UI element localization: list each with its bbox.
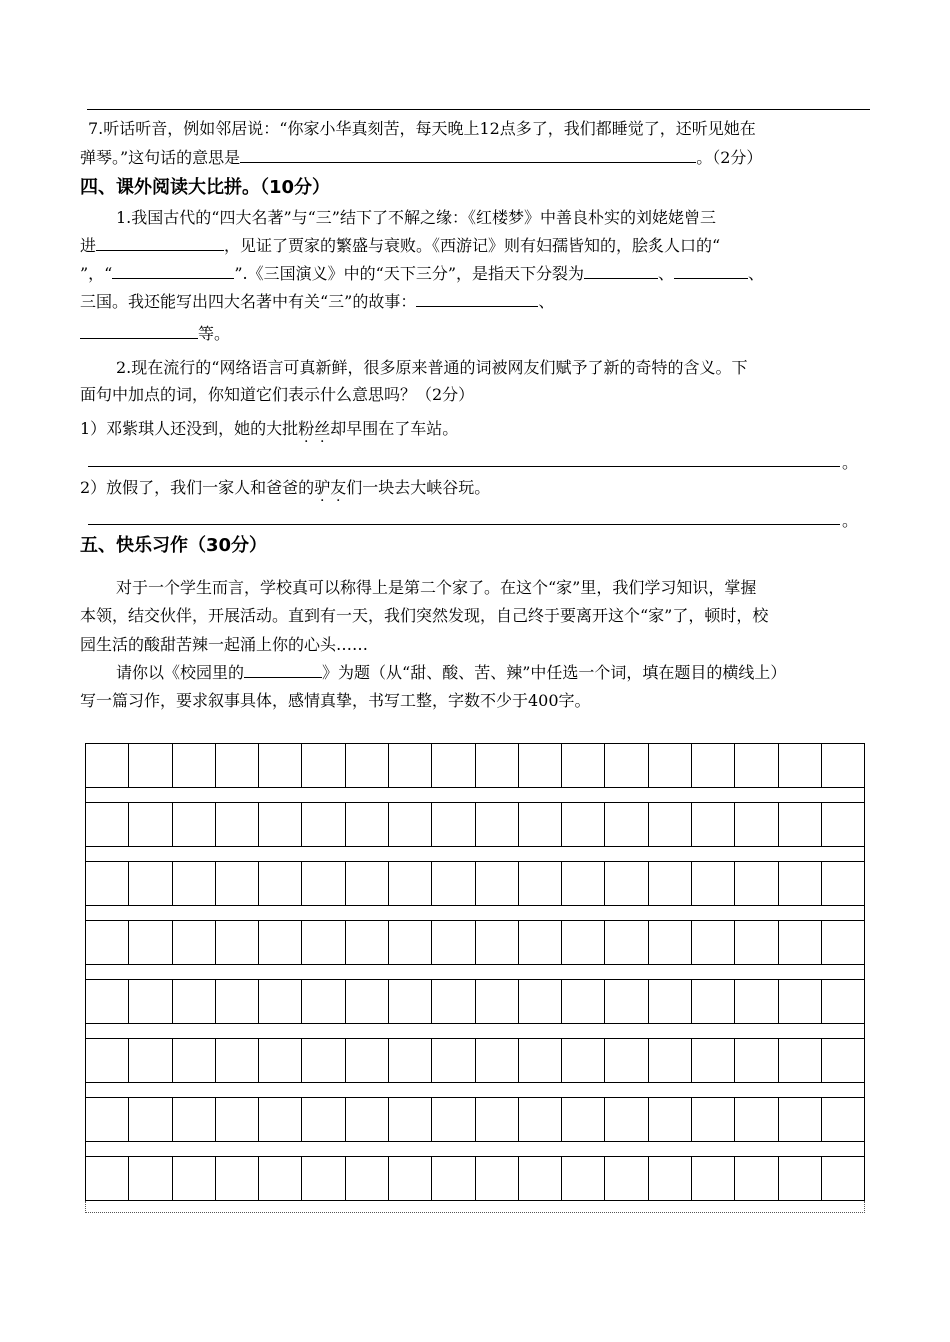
- grid-cell[interactable]: [173, 803, 216, 846]
- grid-cell[interactable]: [692, 1039, 735, 1082]
- grid-row-gap: [85, 847, 865, 861]
- grid-row-gap: [85, 1142, 865, 1156]
- answer-line-1-end: 。: [842, 453, 859, 472]
- grid-cell[interactable]: [302, 980, 345, 1023]
- s5-para2-line2: 写一篇习作，要求叙事具体，感情真挚，书写工整，字数不少于400字。: [80, 691, 591, 710]
- grid-cell[interactable]: [129, 803, 172, 846]
- grid-cell[interactable]: [432, 980, 475, 1023]
- s5-para1-line2: 本领，结交伙伴，开展活动。直到有一天，我们突然发现，自己终于要离开这个“家”了，顿时，校: [80, 606, 769, 625]
- grid-cell[interactable]: [779, 744, 822, 787]
- top-rule: [87, 109, 870, 110]
- s5-para1-line1: 对于一个学生而言，学校真可以称得上是第二个家了。在这个“家”里，我们学习知识，掌握: [116, 578, 757, 597]
- grid-cell[interactable]: [216, 980, 259, 1023]
- grid-cell[interactable]: [259, 921, 302, 964]
- grid-cell[interactable]: [562, 1098, 605, 1141]
- s5-para2-line1: 请你以《校园里的 》为题（从“甜、酸、苦、辣”中任选一个词，填在题目的横线上）: [116, 663, 787, 682]
- grid-cell[interactable]: [779, 1157, 822, 1200]
- grid-cell[interactable]: [562, 980, 605, 1023]
- q7-line2: [80, 146, 762, 169]
- grid-cell[interactable]: [692, 744, 735, 787]
- grid-cell[interactable]: [216, 744, 259, 787]
- grid-cell[interactable]: [86, 1098, 129, 1141]
- grid-cell[interactable]: [519, 862, 562, 905]
- grid-cell[interactable]: [259, 1157, 302, 1200]
- grid-cell[interactable]: [605, 1098, 648, 1141]
- grid-cell[interactable]: [822, 744, 864, 787]
- grid-cell[interactable]: [346, 1039, 389, 1082]
- grid-cell[interactable]: [605, 803, 648, 846]
- grid-cell[interactable]: [129, 744, 172, 787]
- writing-grid[interactable]: [85, 743, 865, 1213]
- grid-cell[interactable]: [302, 1098, 345, 1141]
- grid-cell[interactable]: [562, 744, 605, 787]
- s4-q1-line4: 三国。我还能写出四大名著中有关“三”的故事： 、: [80, 292, 555, 311]
- q7-prompt: 弹琴。”这句话的意思是: [80, 148, 241, 167]
- grid-cell[interactable]: [476, 1039, 519, 1082]
- grid-cell[interactable]: [519, 1157, 562, 1200]
- grid-cell[interactable]: [735, 1039, 778, 1082]
- grid-cell[interactable]: [692, 803, 735, 846]
- grid-cell[interactable]: [519, 1098, 562, 1141]
- q7-score: 。（2分）: [696, 148, 763, 167]
- grid-cell[interactable]: [432, 744, 475, 787]
- grid-cell[interactable]: [779, 1098, 822, 1141]
- answer-line-1[interactable]: [88, 466, 840, 467]
- grid-cell[interactable]: [562, 803, 605, 846]
- grid-cell[interactable]: [605, 1039, 648, 1082]
- grid-cell[interactable]: [259, 980, 302, 1023]
- grid-cell[interactable]: [649, 803, 692, 846]
- grid-cell[interactable]: [432, 921, 475, 964]
- grid-cell[interactable]: [389, 1098, 432, 1141]
- grid-cell[interactable]: [173, 921, 216, 964]
- s4-q1-line2: 进 ，见证了贾家的繁盛与衰败。《西游记》则有妇孺皆知的，脍炙人口的“: [80, 236, 721, 255]
- grid-cell[interactable]: [302, 803, 345, 846]
- dotted-char: 粉: [298, 419, 315, 438]
- grid-cell[interactable]: [692, 862, 735, 905]
- grid-cell[interactable]: [649, 1098, 692, 1141]
- grid-cell[interactable]: [519, 921, 562, 964]
- q7-answer-blank[interactable]: [240, 146, 696, 163]
- grid-cell[interactable]: [562, 1157, 605, 1200]
- grid-cell[interactable]: [432, 1098, 475, 1141]
- dotted-char: 驴: [314, 478, 331, 497]
- grid-cell[interactable]: [476, 980, 519, 1023]
- blank-liu-laolao[interactable]: [96, 234, 224, 251]
- dotted-char: 丝: [314, 419, 331, 438]
- dotted-char: 友: [330, 478, 347, 497]
- grid-cell[interactable]: [649, 744, 692, 787]
- grid-cell[interactable]: [605, 921, 648, 964]
- grid-cell[interactable]: [86, 1157, 129, 1200]
- blank-kingdom-1[interactable]: [584, 262, 658, 279]
- grid-cell[interactable]: [476, 1157, 519, 1200]
- q7-line1: 7.听话听音，例如邻居说：“你家小华真刻苦，每天晚上12点多了，我们都睡觉了，还听见她在: [88, 119, 756, 138]
- s4-q2-line2: 面句中加点的词，你知道它们表示什么意思吗？（2分）: [80, 385, 475, 404]
- s5-para1-line3: 园生活的酸甜苦辣一起涌上你的心头……: [80, 635, 369, 654]
- answer-line-2[interactable]: [88, 524, 840, 525]
- grid-cell[interactable]: [173, 862, 216, 905]
- grid-row: [85, 743, 865, 788]
- grid-cell[interactable]: [822, 1039, 864, 1082]
- grid-cell[interactable]: [649, 1157, 692, 1200]
- grid-cell[interactable]: [346, 1098, 389, 1141]
- grid-row-gap: [85, 1083, 865, 1097]
- grid-cell[interactable]: [216, 862, 259, 905]
- grid-cell[interactable]: [476, 921, 519, 964]
- grid-cell[interactable]: [779, 862, 822, 905]
- grid-cell[interactable]: [692, 980, 735, 1023]
- grid-cell[interactable]: [649, 1039, 692, 1082]
- title-blank[interactable]: [244, 661, 322, 678]
- grid-row: [85, 979, 865, 1024]
- grid-cell[interactable]: [173, 1157, 216, 1200]
- grid-cell[interactable]: [86, 862, 129, 905]
- grid-row: [85, 861, 865, 906]
- grid-cell[interactable]: [519, 803, 562, 846]
- grid-cell[interactable]: [735, 1098, 778, 1141]
- grid-cell[interactable]: [779, 1039, 822, 1082]
- grid-cell[interactable]: [216, 1098, 259, 1141]
- grid-cell[interactable]: [389, 1039, 432, 1082]
- grid-cell[interactable]: [779, 803, 822, 846]
- grid-cell[interactable]: [173, 744, 216, 787]
- grid-cell[interactable]: [389, 980, 432, 1023]
- s4-q1-line5: 等。: [80, 322, 230, 345]
- grid-cell[interactable]: [346, 921, 389, 964]
- grid-cell[interactable]: [129, 921, 172, 964]
- s4-q2-line1: 2.现在流行的“网络语言可真新鲜，很多原来普通的词被网友们赋予了新的奇特的含义。下: [116, 358, 748, 377]
- grid-cell[interactable]: [605, 980, 648, 1023]
- grid-row-gap: [85, 906, 865, 920]
- grid-cell[interactable]: [519, 1039, 562, 1082]
- grid-cell[interactable]: [216, 803, 259, 846]
- grid-cell[interactable]: [302, 1157, 345, 1200]
- grid-cell[interactable]: [216, 1157, 259, 1200]
- grid-cell[interactable]: [605, 862, 648, 905]
- grid-cell[interactable]: [605, 744, 648, 787]
- grid-row-gap: [85, 965, 865, 979]
- blank-xiyouji[interactable]: [112, 262, 234, 279]
- grid-cell[interactable]: [822, 1098, 864, 1141]
- grid-cell[interactable]: [129, 1039, 172, 1082]
- grid-cell[interactable]: [432, 1157, 475, 1200]
- grid-cell[interactable]: [692, 1157, 735, 1200]
- grid-cell[interactable]: [476, 862, 519, 905]
- s4-q2-sentence2: 2）放假了，我们一家人和爸爸的驴友们一块去大峡谷玩。: [80, 478, 491, 497]
- grid-cell[interactable]: [649, 862, 692, 905]
- grid-cell[interactable]: [432, 803, 475, 846]
- grid-cell[interactable]: [822, 862, 864, 905]
- grid-cell[interactable]: [86, 744, 129, 787]
- grid-cell[interactable]: [735, 921, 778, 964]
- grid-cell[interactable]: [822, 921, 864, 964]
- grid-cell[interactable]: [259, 1098, 302, 1141]
- grid-cell[interactable]: [216, 921, 259, 964]
- grid-cell[interactable]: [649, 980, 692, 1023]
- grid-cell[interactable]: [302, 862, 345, 905]
- grid-cell[interactable]: [649, 921, 692, 964]
- s4-q1-line3: ”，“ ”.《三国演义》中的“天下三分”，是指天下分裂为 、 、: [80, 264, 765, 283]
- grid-cell[interactable]: [562, 1039, 605, 1082]
- grid-cell[interactable]: [735, 803, 778, 846]
- grid-cell[interactable]: [562, 862, 605, 905]
- grid-row: [85, 802, 865, 847]
- grid-cell[interactable]: [216, 1039, 259, 1082]
- grid-cell[interactable]: [822, 980, 864, 1023]
- grid-cell[interactable]: [346, 1157, 389, 1200]
- section4-heading: 四、课外阅读大比拼。（10分）: [80, 177, 331, 198]
- grid-cell[interactable]: [86, 921, 129, 964]
- blank-kingdom-2[interactable]: [674, 262, 748, 279]
- grid-cell[interactable]: [735, 980, 778, 1023]
- grid-cell[interactable]: [692, 921, 735, 964]
- section5-heading: 五、快乐习作（30分）: [80, 535, 268, 556]
- grid-cell[interactable]: [389, 862, 432, 905]
- grid-row-gap: [85, 1024, 865, 1038]
- grid-cell[interactable]: [822, 803, 864, 846]
- grid-cell[interactable]: [346, 803, 389, 846]
- s4-q2-sentence1: 1）邓紫琪人还没到，她的大批粉丝却早围在了车站。: [80, 419, 459, 438]
- grid-cell[interactable]: [86, 803, 129, 846]
- grid-cell[interactable]: [259, 862, 302, 905]
- grid-row: [85, 1097, 865, 1142]
- grid-cell[interactable]: [346, 744, 389, 787]
- blank-story-2[interactable]: [80, 322, 198, 339]
- grid-cell[interactable]: [173, 1098, 216, 1141]
- grid-cell[interactable]: [302, 1039, 345, 1082]
- grid-cell[interactable]: [259, 744, 302, 787]
- grid-cell[interactable]: [302, 921, 345, 964]
- grid-row: [85, 920, 865, 965]
- grid-cell[interactable]: [779, 980, 822, 1023]
- grid-cell[interactable]: [476, 744, 519, 787]
- grid-cell[interactable]: [129, 1157, 172, 1200]
- grid-cell[interactable]: [389, 803, 432, 846]
- grid-row-gap: [85, 1201, 865, 1213]
- grid-cell[interactable]: [779, 921, 822, 964]
- blank-story-1[interactable]: [416, 290, 538, 307]
- grid-cell[interactable]: [173, 1039, 216, 1082]
- grid-cell[interactable]: [519, 980, 562, 1023]
- grid-row-gap: [85, 788, 865, 802]
- grid-cell[interactable]: [432, 862, 475, 905]
- grid-cell[interactable]: [476, 803, 519, 846]
- grid-row: [85, 1038, 865, 1083]
- grid-cell[interactable]: [389, 744, 432, 787]
- grid-cell[interactable]: [346, 862, 389, 905]
- grid-cell[interactable]: [259, 1039, 302, 1082]
- grid-cell[interactable]: [822, 1157, 864, 1200]
- grid-cell[interactable]: [432, 1039, 475, 1082]
- grid-cell[interactable]: [389, 921, 432, 964]
- grid-cell[interactable]: [173, 980, 216, 1023]
- grid-cell[interactable]: [735, 1157, 778, 1200]
- grid-cell[interactable]: [259, 803, 302, 846]
- s4-q1-line1: 1.我国古代的“四大名著”与“三”结下了不解之缘：《红楼梦》中善良朴实的刘姥姥曾三: [116, 208, 716, 227]
- grid-cell[interactable]: [476, 1098, 519, 1141]
- grid-cell[interactable]: [519, 744, 562, 787]
- answer-line-2-end: 。: [842, 511, 859, 530]
- grid-cell[interactable]: [129, 980, 172, 1023]
- grid-cell[interactable]: [346, 980, 389, 1023]
- grid-cell[interactable]: [562, 921, 605, 964]
- grid-cell[interactable]: [735, 744, 778, 787]
- grid-row: [85, 1156, 865, 1201]
- grid-cell[interactable]: [129, 1098, 172, 1141]
- grid-cell[interactable]: [605, 1157, 648, 1200]
- grid-cell[interactable]: [735, 862, 778, 905]
- grid-cell[interactable]: [692, 1098, 735, 1141]
- grid-cell[interactable]: [129, 862, 172, 905]
- grid-cell[interactable]: [86, 1039, 129, 1082]
- grid-cell[interactable]: [302, 744, 345, 787]
- grid-cell[interactable]: [389, 1157, 432, 1200]
- grid-cell[interactable]: [86, 980, 129, 1023]
